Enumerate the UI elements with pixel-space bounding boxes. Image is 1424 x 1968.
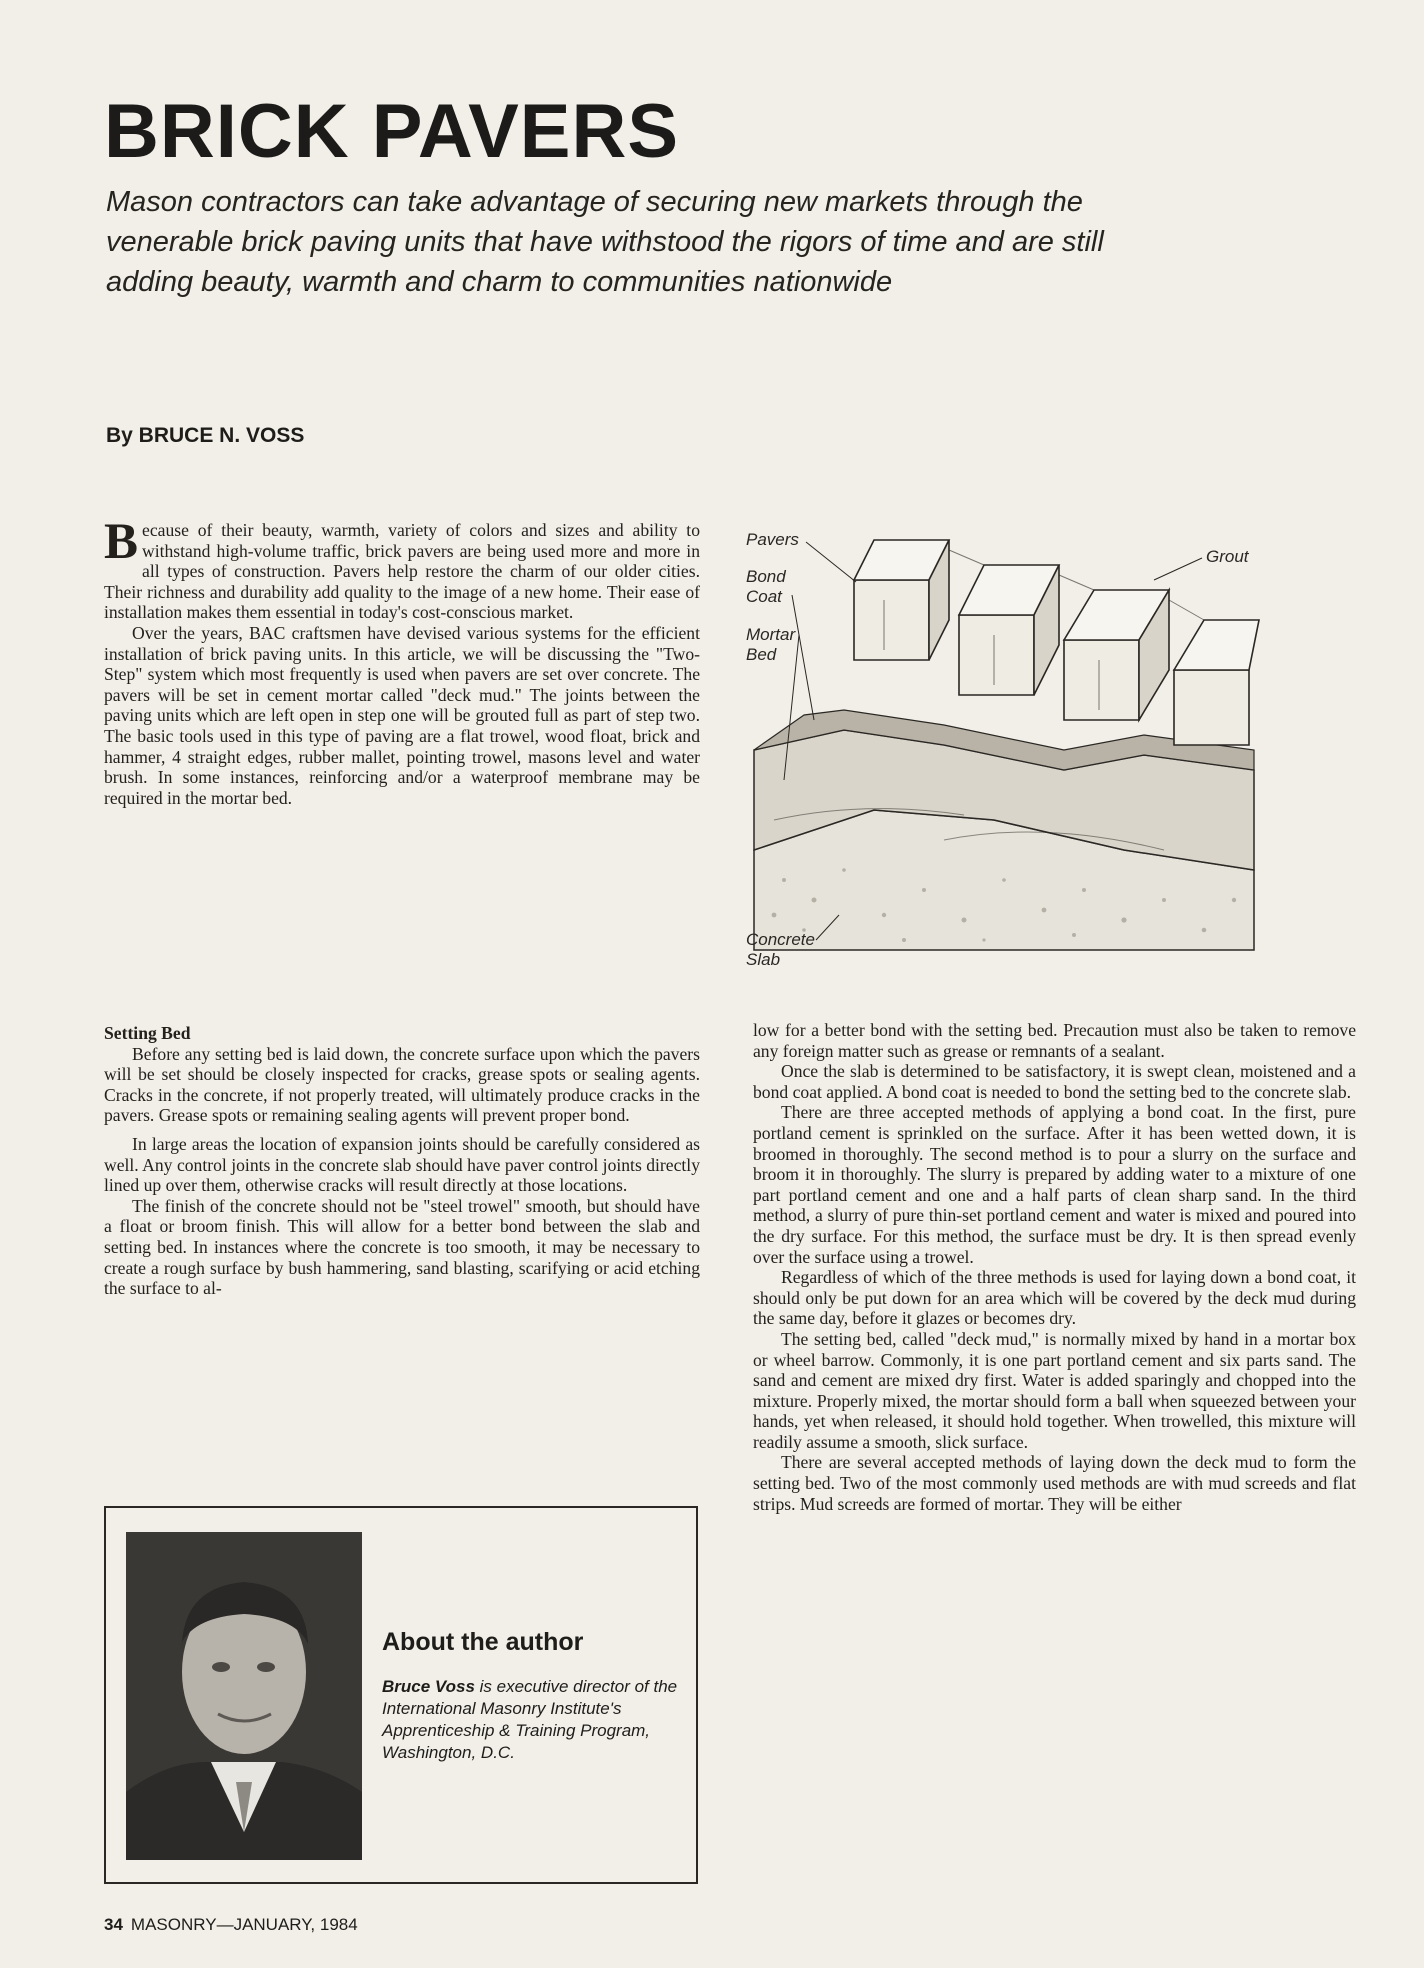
article-title: BRICK PAVERS (104, 89, 680, 174)
about-author-bio (382, 1676, 682, 1764)
author-photo (126, 1532, 362, 1860)
paragraph: In large areas the location of expansion joints should be carefully considered as well. Any control joints in the concrete slab should have paver control joints directly lined up over them, otherwise cracks will result directly at those locations. (104, 1133, 700, 1196)
paragraph: There are several accepted methods of laying down the deck mud to form the setting bed. Two of the most commonly used methods are with mud screeds and flat strips. Mud screeds are formed of mortar. They will be either (753, 1452, 1356, 1514)
author-bio-text: is executive director of the International Masonry Institute's Apprenticeship & Training Program, Washington, D.C. (382, 1677, 678, 1762)
figure-label-grout: Grout (1206, 547, 1249, 566)
paragraph-intro-text: ecause of their beauty, warmth, variety of colors and sizes and ability to withstand high-volume traffic, brick pavers are being used more and more in all types of construction. Pavers help restore the charm of our older cities. Their richness and durability add quality to the image of a new home. Their ease of installation makes them essential in today's cost-conscious market. (104, 520, 700, 623)
byline: By BRUCE N. VOSS (106, 424, 305, 447)
paragraph: low for a better bond with the setting bed. Precaution must also be taken to remove any foreign matter such as grease or remnants of a sealant. (753, 1020, 1356, 1061)
drop-cap: B (104, 514, 139, 570)
paragraph: Over the years, BAC craftsmen have devised various systems for the efficient installation of brick paving units. In this article, we will be discussing the "Two-Step" system which most frequently is used when pavers are set over concrete. The pavers will be set in cement mortar called "deck mud." The joints between the paving units which are left open in step one will be grouted full as part of step two. The basic tools used in this type of paving are a flat trowel, wood float, brick and hammer, 4 straight edges, rubber mallet, pointing trowel, masons level and water brush. In some instances, reinforcing and/or a waterproof membrane may be required in the mortar bed. (104, 622, 700, 808)
paragraph: Once the slab is determined to be satisfactory, it is swept clean, moistened and a bond coat applied. A bond coat is needed to bond the setting bed to the concrete slab. (753, 1061, 1356, 1102)
body-column-3 (753, 1020, 1356, 1514)
figure-label-slab: Slab (746, 950, 781, 969)
paragraph: There are three accepted methods of applying a bond coat. In the first, pure portland cement is sprinkled on the surface. After it has been wetted down, it is broomed in thoroughly. The second method is to pour a slurry on the surface and broom it in thoroughly. The slurry is prepared by adding water to a mixture of one part portland cement and one and a half parts of clean sharp sand. In the third method, a slurry of pure thin-set portland cement and water is mixed and poured into the dry surface. For this method, the surface must be dry. It is then spread evenly over the surface using a trowel. (753, 1102, 1356, 1267)
section-heading-setting-bed: Setting Bed (104, 1023, 191, 1043)
figure-label-coat: Coat (746, 587, 782, 606)
figure-label-concrete: Concrete (746, 930, 815, 949)
figure-label-bed: Bed (746, 645, 777, 664)
paragraph: The finish of the concrete should not be "steel trowel" smooth, but should have a float or broom finish. This will allow for a better bond between the slab and setting bed. In instances where the concrete is too smooth, it may be necessary to create a rough surface by bush hammering, sand blasting, scarifying or acid etching the surface to al- (104, 1195, 700, 1299)
paragraph: Regardless of which of the three methods is used for laying down a bond coat, it should only be put down for an area which will be covered by the deck mud during the same day, before it glazes or becomes dry. (753, 1267, 1356, 1329)
paragraph-intro (104, 514, 700, 623)
about-author-heading: About the author (382, 1628, 584, 1656)
figure-label-pavers: Pavers (746, 530, 799, 549)
body-column-2 (104, 1015, 700, 1299)
figure-label-mortar: Mortar (746, 625, 796, 644)
page-number: 34 (104, 1915, 123, 1934)
body-column-1 (104, 514, 700, 808)
figure-label-bond: Bond (746, 567, 786, 586)
paragraph: Before any setting bed is laid down, the concrete surface upon which the pavers will be set should be closely inspected for cracks, grease spots or sealing agents. Cracks in the concrete, if not properly treated, will ultimately produce cracks in the pavers. Grease spots or remaining sealing agents will prevent proper bond. (104, 1043, 700, 1126)
paragraph: The setting bed, called "deck mud," is normally mixed by hand in a mortar box or wheel barrow. Commonly, it is one part portland cement and six parts sand. The sand and cement are mixed dry first. Water is added sparingly and chopped into the mixture. Properly mixed, the mortar should form a ball when squeezed between your hands, yet when released, it should hold together. When trowelled, this mixture will readily assume a smooth, slick surface. (753, 1328, 1356, 1452)
about-the-author-box (104, 1506, 698, 1884)
article-subtitle: Mason contractors can take advantage of securing new markets through the venerable brick paving units that have withstood the rigors of time and are still adding beauty, warmth and charm to communities nationwide (106, 186, 1104, 298)
page-footer (104, 1915, 358, 1935)
brick-paver-cross-section-illustration (744, 520, 1264, 980)
author-name: Bruce Voss (382, 1677, 475, 1696)
publication-date: MASONRY—JANUARY, 1984 (130, 1915, 358, 1934)
